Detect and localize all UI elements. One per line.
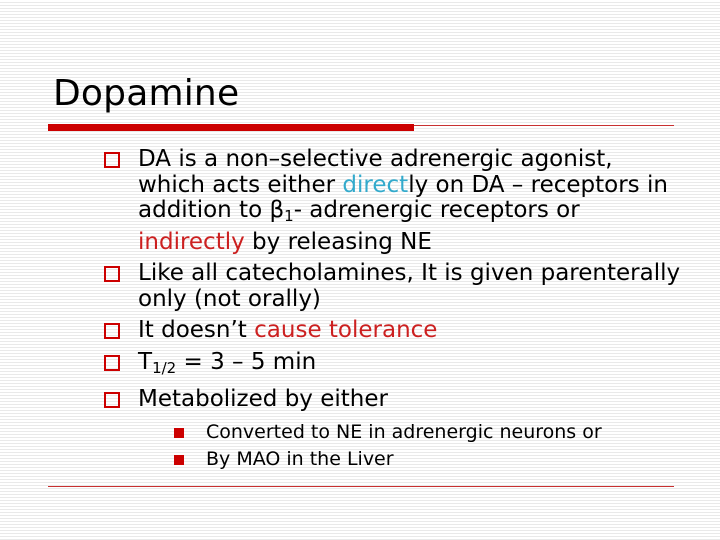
sub-bullet-item	[172, 419, 684, 446]
bullet-text	[138, 349, 316, 375]
highlight-indirectly: indirectly	[138, 228, 245, 255]
text-segment: by releasing NE	[244, 228, 432, 255]
footer-rule	[48, 486, 674, 487]
bullet-item	[104, 350, 684, 382]
text-segment: It doesn’t	[138, 317, 255, 343]
hollow-square-bullet-icon	[104, 152, 120, 168]
bullet-item	[104, 318, 684, 344]
bullet-text	[138, 146, 668, 255]
sub-bullet-text: By MAO in the Liver	[206, 447, 394, 470]
text-segment: - adrenergic receptors or	[293, 197, 580, 223]
text-segment: ly on DA – receptors in addition to	[138, 171, 668, 223]
filled-square-bullet-icon	[174, 428, 184, 438]
half-life-symbol: T	[138, 348, 153, 375]
hollow-square-bullet-icon	[104, 266, 120, 282]
hollow-square-bullet-icon	[104, 392, 120, 408]
highlight-cause-tolerance: cause tolerance	[254, 317, 438, 343]
bullet-text: Like all catecholamines, It is given parenterally only (not orally)	[138, 260, 681, 312]
filled-square-bullet-icon	[174, 455, 184, 465]
bullet-text: Metabolized by either	[138, 386, 388, 412]
bullet-item	[104, 387, 684, 473]
bullet-list	[104, 147, 684, 479]
half-life-subscript: 1/2	[152, 358, 177, 377]
title-underline-thick	[48, 124, 414, 131]
hollow-square-bullet-icon	[104, 323, 120, 339]
sub-bullet-text: Converted to NE in adrenergic neurons or	[206, 420, 602, 443]
beta-symbol: β	[269, 197, 285, 223]
sub-bullet-item	[172, 446, 684, 473]
text-segment: DA is a non–selective adrenergic agonist, which acts either	[138, 146, 613, 198]
bullet-item	[104, 261, 684, 312]
text-segment: = 3 – 5 min	[176, 348, 317, 375]
slide-title: Dopamine	[53, 73, 240, 114]
highlight-direct: direct	[342, 171, 409, 198]
sub-bullet-list	[138, 419, 684, 473]
beta-subscript: 1	[284, 207, 294, 225]
bullet-text	[138, 317, 437, 343]
hollow-square-bullet-icon	[104, 355, 120, 371]
bullet-item	[104, 147, 684, 255]
